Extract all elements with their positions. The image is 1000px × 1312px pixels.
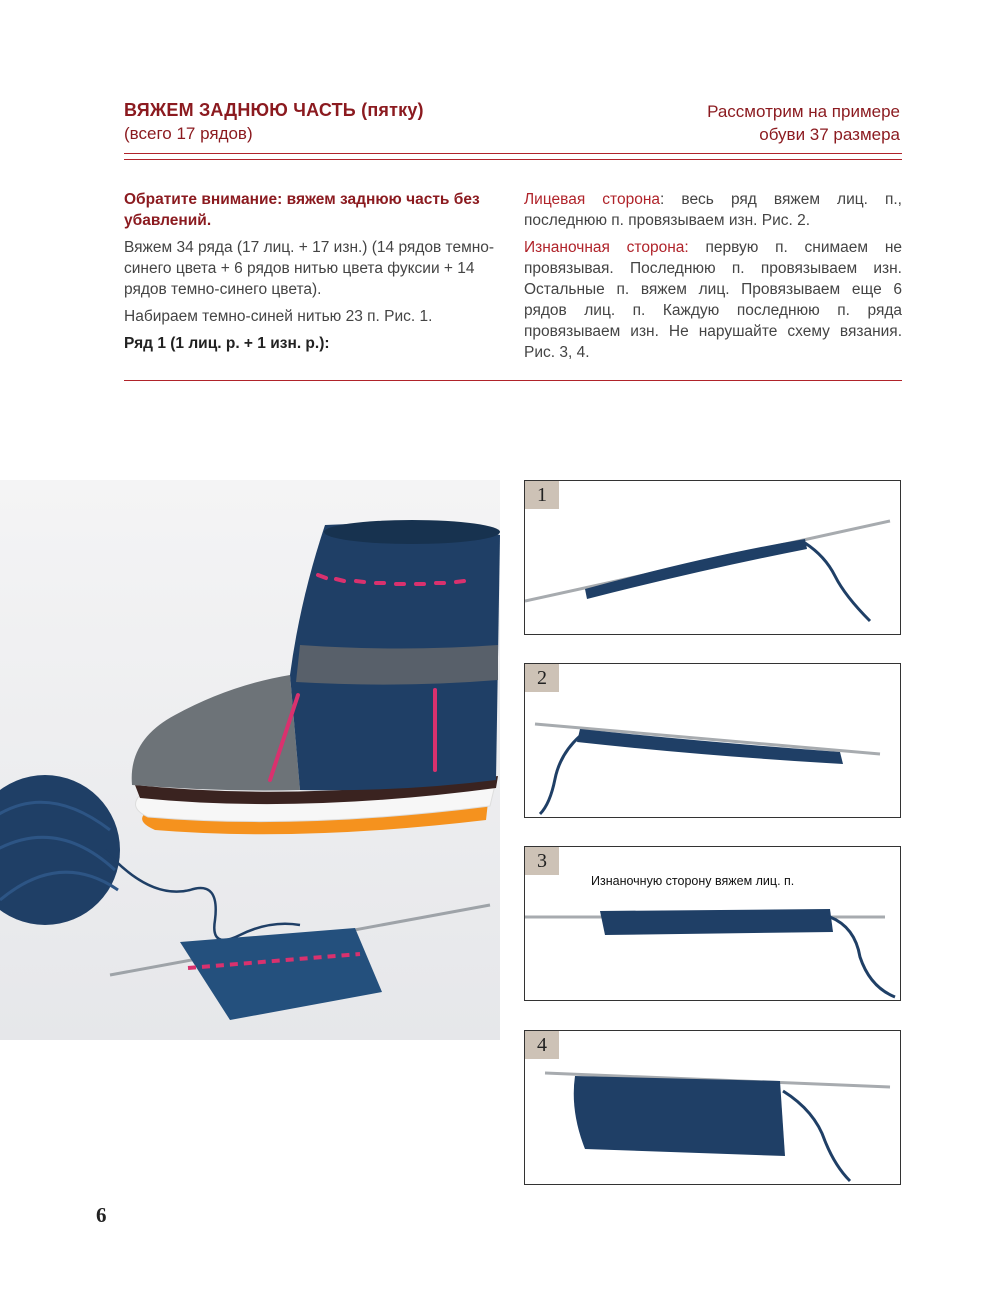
step-number-1: 1 <box>525 481 559 509</box>
step-number-4: 4 <box>525 1031 559 1059</box>
instructions-paragraph-2: Набираем темно-синей нитью 23 п. Рис. 1. <box>124 308 433 325</box>
step-number-2: 2 <box>525 664 559 692</box>
page-title: ВЯЖЕМ ЗАДНЮЮ ЧАСТЬ (пятку) <box>124 100 424 120</box>
note-text: вяжем заднюю часть без убавлений. <box>124 191 480 229</box>
boot-opening <box>324 520 500 544</box>
header-right-line1: Рассмотрим на примере <box>707 102 900 121</box>
note-label: Обратите внимание: <box>124 191 283 208</box>
row-title: Ряд 1 (1 лиц. р. + 1 изн. р.): <box>124 335 330 352</box>
front-side-paragraph <box>524 189 902 231</box>
boot-gray-band <box>296 645 498 685</box>
step-number-3: 3 <box>525 847 559 875</box>
page-subtitle: (всего 17 рядов) <box>124 124 253 143</box>
section-rule <box>124 380 902 381</box>
header-left <box>124 100 424 144</box>
main-photo <box>0 480 500 1040</box>
back-side-paragraph <box>524 237 902 363</box>
front-side-label: Лицевая сторона <box>524 191 661 208</box>
front-side-text: : весь ряд вяжем лиц. п., последнюю п. провязываем изн. Рис. 2. <box>524 191 902 229</box>
step-photo-1 <box>524 480 901 635</box>
back-side-text: первую п. снимаем не провязывая. Последнюю п. провязываем изн. Остальные п. вяжем лиц. Провязываем еще 6 рядов лиц. п. Каждую последнюю п. ряда провязываем изн. Не нарушайте схему вязания. Рис. 3, 4. <box>524 239 903 361</box>
page-number: 6 <box>96 1203 107 1227</box>
instructions-paragraph-1: Вяжем 34 ряда (17 лиц. + 17 изн.) (14 рядов темно-синего цвета + 6 рядов нитью цвета фуксии + 14 рядов темно-синего цвета). <box>124 239 495 298</box>
right-column <box>524 189 902 369</box>
step-3-caption: Изнаночную сторону вяжем лиц. п. <box>591 874 795 888</box>
step-photo-2 <box>524 663 901 818</box>
back-side-label: Изнаночная сторона: <box>524 239 689 256</box>
step-photo-3 <box>524 846 901 1001</box>
left-column <box>124 189 502 360</box>
header-right <box>707 100 900 146</box>
header-right-line2: обуви 37 размера <box>759 125 900 144</box>
note-paragraph <box>124 189 502 231</box>
step-photo-4 <box>524 1030 901 1185</box>
header-double-rule <box>124 153 902 160</box>
